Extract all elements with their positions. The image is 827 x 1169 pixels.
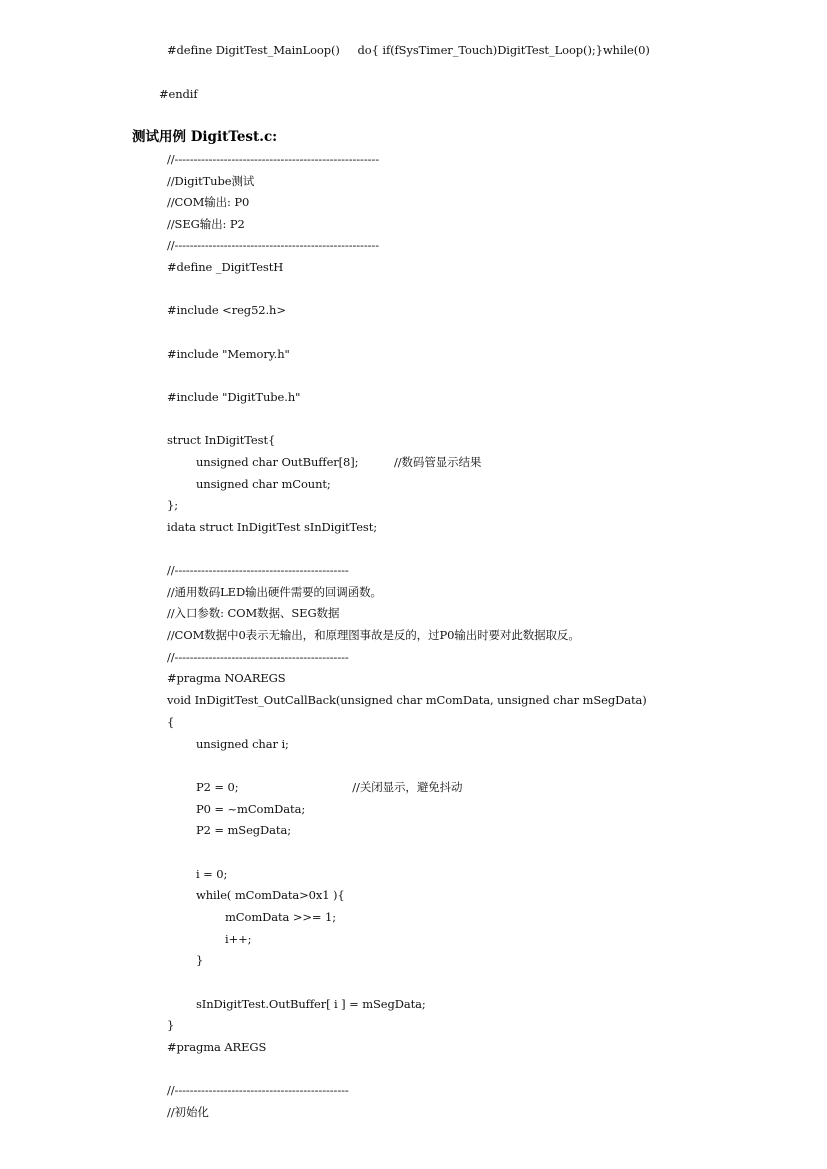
code-line-define-mainloop: #define DigitTest_MainLoop() do{ if(fSysTimer_Touch)DigitTest_Loop();}while(0) — [167, 43, 650, 57]
code-line: //入口参数: COM数据、SEG数据 — [167, 606, 340, 620]
code-line: unsigned char OutBuffer[8]; //数码管显示结果 — [196, 455, 482, 469]
code-line: //---------------------------------------------- — [167, 1083, 349, 1097]
code-line: //通用数码LED输出硬件需要的回调函数。 — [167, 585, 382, 599]
code-line: mComData >>= 1; — [225, 910, 336, 924]
code-line: void InDigitTest_OutCallBack(unsigned char mComData, unsigned char mSegData) — [167, 693, 647, 707]
code-line: sInDigitTest.OutBuffer[ i ] = mSegData; — [196, 997, 426, 1011]
code-line: #define _DigitTestH — [167, 260, 284, 274]
code-line: }; — [167, 498, 178, 512]
code-line: //------------------------------------------------------ — [167, 152, 379, 166]
code-line: //COM输出: P0 — [167, 195, 250, 209]
code-line-endif: #endif — [159, 87, 198, 101]
code-line: i = 0; — [196, 867, 228, 881]
code-line: while( mComData>0x1 ){ — [196, 888, 345, 902]
code-line: #pragma NOAREGS — [167, 671, 286, 685]
code-line: P2 = mSegData; — [196, 823, 291, 837]
code-line: unsigned char i; — [196, 737, 289, 751]
code-line: //SEG输出: P2 — [167, 217, 245, 231]
code-line: struct InDigitTest{ — [167, 433, 276, 447]
code-line: P2 = 0; //关闭显示，避免抖动 — [196, 780, 463, 794]
code-line: //---------------------------------------------- — [167, 563, 349, 577]
code-line: i++; — [225, 932, 252, 946]
code-line: //COM数据中0表示无输出，和原理图事故是反的，过P0输出时要对此数据取反。 — [167, 628, 580, 642]
code-line: } — [196, 953, 204, 967]
code-line: #pragma AREGS — [167, 1040, 267, 1054]
section-heading: 测试用例 DigitTest.c: — [132, 129, 278, 145]
code-line: P0 = ~mComData; — [196, 802, 306, 816]
code-line: idata struct InDigitTest sInDigitTest; — [167, 520, 378, 534]
code-line: #include "Memory.h" — [167, 347, 290, 361]
code-line: //---------------------------------------------- — [167, 650, 349, 664]
code-line: unsigned char mCount; — [196, 477, 331, 491]
code-line: #include "DigitTube.h" — [167, 390, 301, 404]
code-line: } — [167, 1018, 175, 1032]
code-line: //------------------------------------------------------ — [167, 238, 379, 252]
code-line: //初始化 — [167, 1105, 209, 1119]
code-line: { — [167, 715, 175, 729]
code-line: //DigitTube测试 — [167, 174, 255, 188]
code-line: #include <reg52.h> — [167, 303, 286, 317]
